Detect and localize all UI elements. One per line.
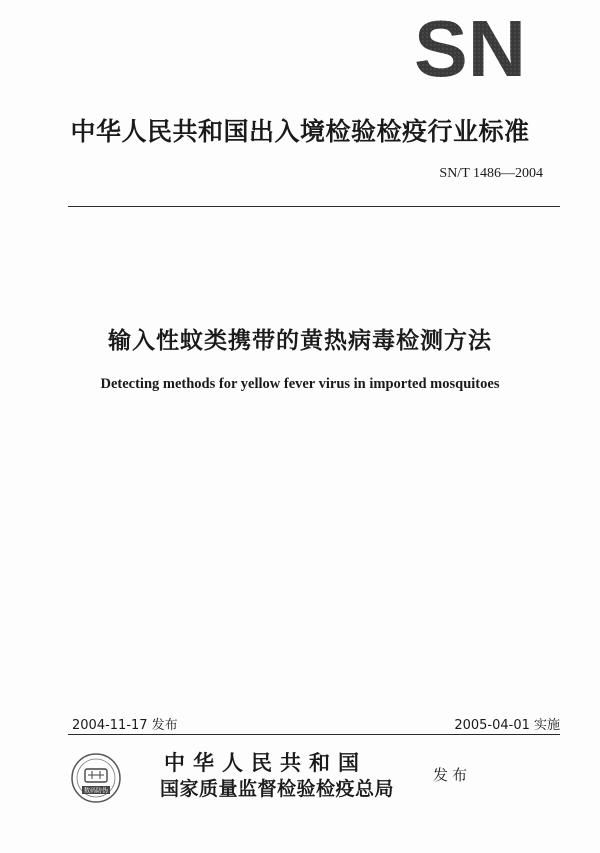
- anti-counterfeit-seal-icon: [70, 752, 122, 804]
- issue-date: 2004-11-17 发布: [72, 718, 178, 733]
- issuer-line-2: 国家质量监督检验检疫总局: [160, 778, 395, 800]
- issuer-block: [160, 750, 430, 802]
- issuing-authority-heading: 中华人民共和国出入境检验检疫行业标准: [70, 117, 530, 146]
- document-title-english: Detecting methods for yellow fever virus in imported mosquitoes: [100, 376, 500, 392]
- implementation-date: 2005-04-01 实施: [454, 718, 560, 733]
- header-divider: [68, 206, 560, 207]
- document-title-chinese: 输入性蚊类携带的黄热病毒检测方法: [108, 328, 492, 354]
- sn-logo: [410, 16, 530, 84]
- sn-logo-text: SN: [414, 16, 526, 84]
- publish-label: 发布: [433, 766, 472, 784]
- seal-text: 数码防伪: [83, 787, 109, 795]
- standard-number: SN/T 1486—2004: [439, 166, 543, 181]
- footer-divider: [68, 734, 560, 735]
- issuer-line-1: 中华人民共和国: [164, 751, 367, 775]
